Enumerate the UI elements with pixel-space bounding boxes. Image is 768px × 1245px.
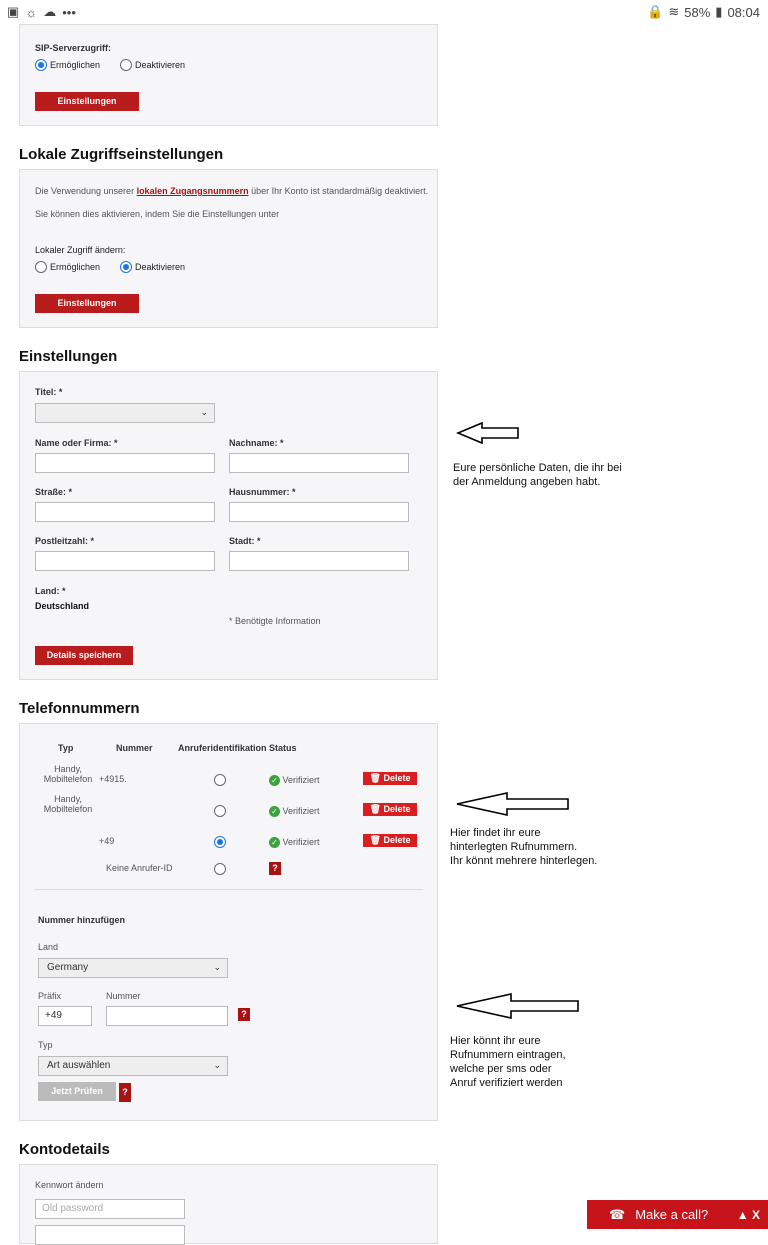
phone-number: +49 (99, 836, 115, 846)
country-value: Deutschland (35, 601, 90, 611)
sip-disable-radio[interactable] (120, 59, 132, 71)
gallery-icon: ▣ (7, 4, 20, 19)
delete-button[interactable]: 🗑 Delete (363, 834, 417, 847)
left-arrow-icon (455, 791, 571, 817)
annotation-1: Eure persönliche Daten, die ihr bei der Anmeldung angeben habt. (453, 462, 622, 488)
prefix-input[interactable]: +49 (38, 1006, 92, 1026)
local-disable-radio[interactable] (120, 261, 132, 273)
annotation-arrow-1 (456, 421, 520, 449)
status-verified: ✓ Verifiziert (269, 806, 320, 817)
new-password-input[interactable] (35, 1225, 185, 1245)
col-type: Typ (58, 743, 74, 753)
sip-settings-box (19, 24, 438, 126)
status-verified: ✓ Verifiziert (269, 837, 320, 848)
chevron-down-icon: ⌄ (200, 407, 208, 417)
local-numbers-link[interactable]: lokalen Zugangsnummern (136, 186, 249, 196)
sip-settings-button[interactable]: Einstellungen (35, 92, 139, 111)
type-label: Typ (38, 1040, 53, 1050)
number-input[interactable] (106, 1006, 228, 1026)
local-enable-label: Ermöglichen (50, 262, 101, 272)
wifi-icon: ≋ (668, 4, 680, 19)
col-number: Nummer (116, 743, 153, 753)
col-callerid: Anruferidentifikation (178, 743, 267, 753)
land-select[interactable] (38, 958, 228, 978)
chevron-down-icon: ⌄ (213, 1060, 221, 1070)
sip-disable-label: Deaktivieren (135, 60, 186, 70)
phone-number: +4915. (99, 774, 127, 784)
lastname-label: Nachname: * (229, 438, 284, 448)
no-callerid-label: Keine Anrufer-ID (106, 863, 173, 873)
local-enable-radio[interactable] (35, 261, 47, 273)
zip-input[interactable] (35, 551, 215, 571)
delete-button[interactable]: 🗑 Delete (363, 772, 417, 785)
callerid-radio[interactable] (214, 774, 226, 786)
status-bar (0, 0, 768, 24)
land-label: Land (38, 942, 59, 952)
make-a-call-label[interactable]: Make a call? (635, 1207, 709, 1222)
phones-heading: Telefonnummern (19, 700, 140, 717)
collapse-close-icon[interactable]: ▲ X (736, 1207, 760, 1222)
phone-type: Handy, Mobiltelefon (43, 764, 93, 784)
type-value: Art auswählen (47, 1060, 111, 1071)
land-value: Germany (47, 962, 89, 973)
house-label: Hausnummer: * (229, 487, 296, 497)
annotation-2: Hier findet ihr eure hinterlegten Rufnummern. Ihr könnt mehrere hinterlegen. (450, 827, 598, 867)
account-box (19, 1164, 438, 1244)
check-icon: ✓ (269, 837, 280, 848)
local-access-box (19, 169, 438, 328)
name-input[interactable] (35, 453, 215, 473)
sip-label: SIP-Serverzugriff: (35, 43, 112, 53)
city-label: Stadt: * (229, 536, 261, 546)
required-note: * Benötigte Information (229, 616, 321, 626)
status-verified: ✓ Verifiziert (269, 775, 320, 786)
phone-type: Handy, Mobiltelefon (43, 794, 93, 814)
settings-heading: Einstellungen (19, 348, 118, 365)
lastname-input[interactable] (229, 453, 409, 473)
cloud-icon: ☁ (43, 4, 57, 19)
annotation-arrow-3 (455, 992, 581, 1024)
clock: 08:04 (727, 4, 760, 20)
street-input[interactable] (35, 502, 215, 522)
local-access-label: Lokaler Zugriff ändern: (35, 245, 126, 255)
callerid-radio[interactable] (214, 836, 226, 848)
divider (35, 889, 423, 890)
delete-button[interactable]: 🗑 Delete (363, 803, 417, 816)
local-access-info-2: Sie können dies aktivieren, indem Sie die Einstellungen unter (35, 209, 280, 219)
street-label: Straße: * (35, 487, 73, 497)
save-details-button[interactable]: Details speichern (35, 646, 133, 665)
annotation-3: Hier könnt ihr eure Rufnummern eintragen, welche per sms oder Anruf verifiziert werden (450, 1035, 566, 1089)
zip-label: Postleitzahl: * (35, 536, 95, 546)
title-label: Titel: * (35, 387, 63, 397)
annotation-arrow-2 (455, 791, 571, 821)
number-label: Nummer (106, 991, 141, 1001)
chevron-down-icon: ⌄ (213, 962, 221, 972)
make-a-call-widget[interactable] (587, 1200, 768, 1229)
help-button[interactable]: ? (269, 862, 281, 875)
left-arrow-icon (455, 992, 581, 1020)
battery-percent: 58% (684, 4, 711, 20)
house-input[interactable] (229, 502, 409, 522)
left-arrow-icon (456, 421, 520, 445)
more-icon: ••• (62, 4, 76, 20)
local-access-info: Die Verwendung unserer lokalen Zugangsnummern über Ihr Konto ist standardmäßig deaktiviert. (35, 186, 429, 196)
account-heading: Kontodetails (19, 1141, 110, 1158)
sip-enable-label: Ermöglichen (50, 60, 101, 70)
add-number-heading: Nummer hinzufügen (38, 915, 125, 925)
prefix-label: Präfix (38, 991, 62, 1001)
country-label: Land: * (35, 586, 66, 596)
check-now-button[interactable]: Jetzt Prüfen (38, 1082, 116, 1101)
title-select[interactable] (35, 403, 215, 423)
no-callerid-radio[interactable] (214, 863, 226, 875)
trash-icon: 🗑 (369, 804, 381, 814)
phone-icon: ☎ (609, 1206, 626, 1222)
password-label: Kennwort ändern (35, 1180, 104, 1190)
city-input[interactable] (229, 551, 409, 571)
name-label: Name oder Firma: * (35, 438, 118, 448)
trash-icon: 🗑 (369, 773, 381, 783)
trash-icon: 🗑 (369, 835, 381, 845)
help-button[interactable]: ? (238, 1008, 250, 1021)
settings-box (19, 371, 438, 680)
old-password-input[interactable]: Old password (35, 1199, 185, 1219)
phones-box (19, 723, 438, 1121)
weather-icon: ☼ (25, 4, 38, 20)
local-settings-button[interactable]: Einstellungen (35, 294, 139, 313)
col-status: Status (269, 743, 297, 753)
local-disable-label: Deaktivieren (135, 262, 186, 272)
lock-icon: 🔒 (647, 4, 664, 19)
check-icon: ✓ (269, 775, 280, 786)
callerid-radio[interactable] (214, 805, 226, 817)
help-button[interactable]: ? (119, 1083, 131, 1102)
sip-enable-radio[interactable] (35, 59, 47, 71)
battery-icon: ▮ (715, 4, 723, 19)
type-select[interactable] (38, 1056, 228, 1076)
check-icon: ✓ (269, 806, 280, 817)
local-access-heading: Lokale Zugriffseinstellungen (19, 146, 224, 163)
